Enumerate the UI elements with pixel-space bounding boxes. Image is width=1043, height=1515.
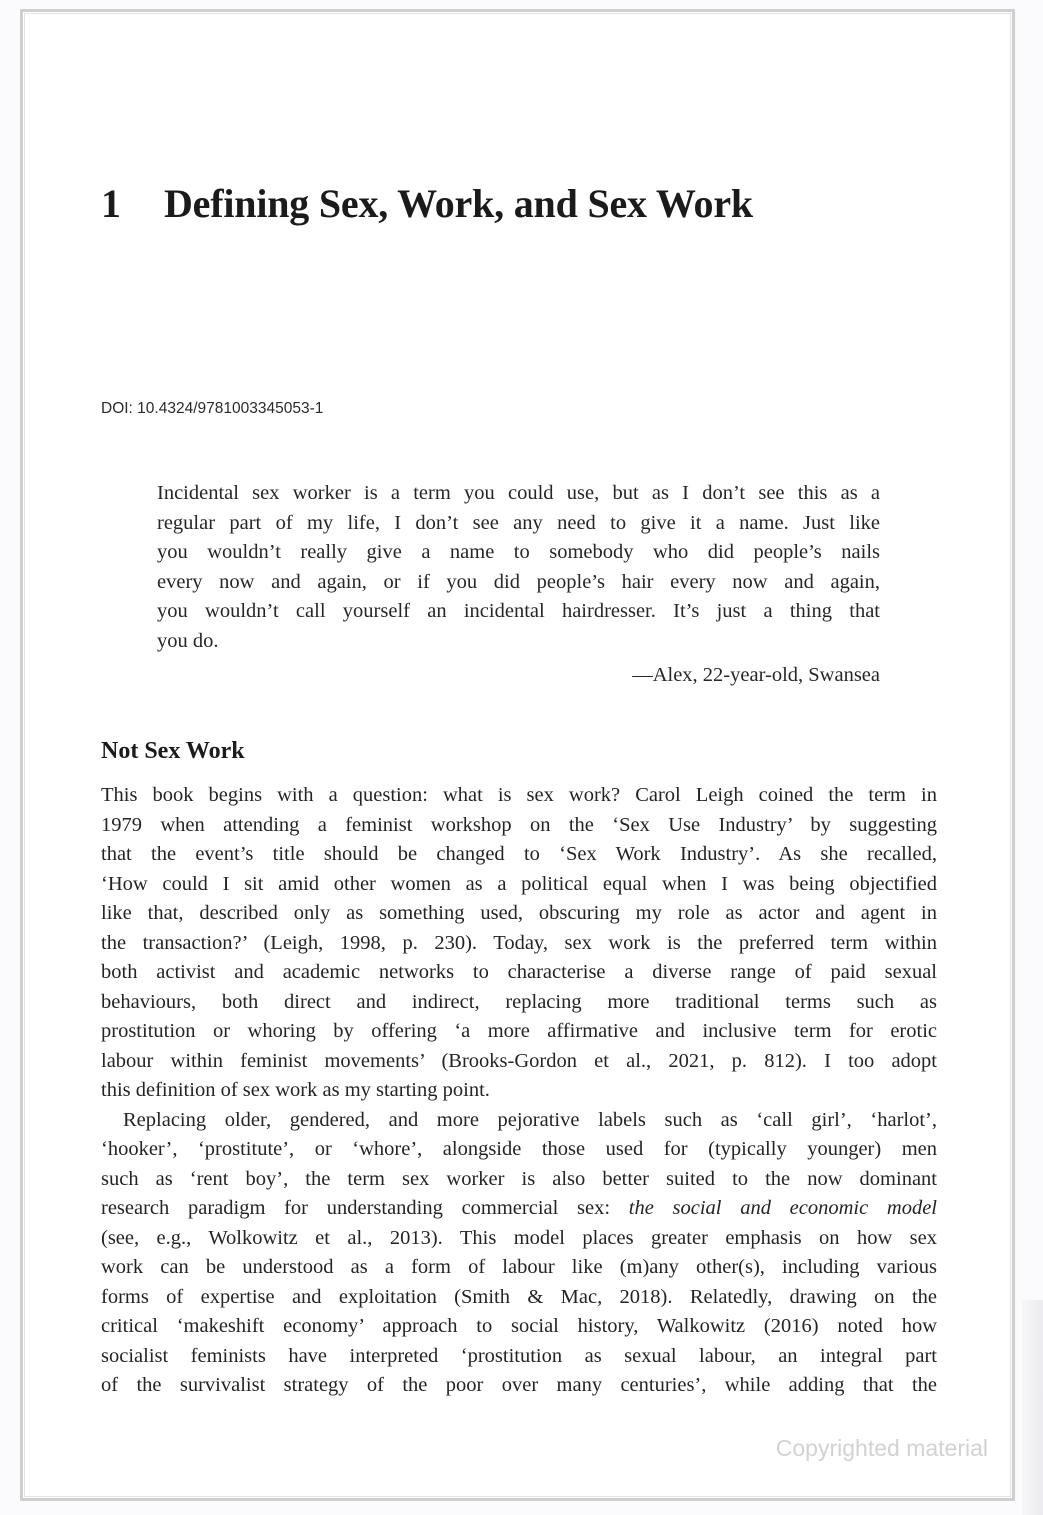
body-line: the transaction?’ (Leigh, 1998, p. 230). Today, sex work is the preferred term within <box>101 931 937 954</box>
body-text <box>101 781 937 1401</box>
body-line: prostitution or whoring by offering ‘a more affirmative and inclusive term for erotic <box>101 1020 937 1042</box>
body-line: ‘How could I sit amid other women as a political equal when I was being objectified <box>101 872 937 895</box>
body-line: This book begins with a question: what is sex work? Carol Leigh coined the term in <box>101 784 937 806</box>
body-line: forms of expertise and exploitation (Smith & Mac, 2018). Relatedly, drawing on the <box>101 1285 937 1308</box>
body-line: 1979 when attending a feminist workshop on the ‘Sex Use Industry’ by suggesting <box>101 813 937 836</box>
body-line: that the event’s title should be changed to ‘Sex Work Industry’. As she recalled, <box>101 843 937 865</box>
epigraph-attribution: —Alex, 22-year-old, Swansea <box>632 664 880 686</box>
epigraph-line: you wouldn’t really give a name to somebody who did people’s nails <box>157 541 880 563</box>
copyright-watermark: Copyrighted material <box>775 1435 988 1461</box>
body-line: work can be understood as a form of labour like (m)any other(s), including various <box>101 1256 937 1278</box>
section-heading: Not Sex Work <box>101 738 245 764</box>
chapter-number: 1 <box>101 181 121 226</box>
body-line: of the survivalist strategy of the poor over many centuries’, while adding that the <box>101 1374 937 1396</box>
body-line: (see, e.g., Wolkowitz et al., 2013). This model places greater emphasis on how sex <box>101 1226 937 1249</box>
body-line: ‘hooker’, ‘prostitute’, or ‘whore’, alongside those used for (typically younger) men <box>101 1138 937 1160</box>
italic-phrase: the social and economic model <box>628 1197 937 1219</box>
body-line: such as ‘rent boy’, the term sex worker is also better suited to the now dominant <box>101 1167 937 1190</box>
epigraph-line: regular part of my life, I don’t see any need to give it a name. Just like <box>157 511 880 534</box>
paragraph-1 <box>101 781 937 1106</box>
chapter-title: Defining Sex, Work, and Sex Work <box>164 181 753 226</box>
body-line-text: research paradigm for understanding commercial sex: <box>101 1197 611 1219</box>
body-line: both activist and academic networks to characterise a diverse range of paid sexual <box>101 961 937 983</box>
doi-text: DOI: 10.4324/9781003345053-1 <box>101 400 324 417</box>
epigraph-line: you do. <box>157 629 219 652</box>
body-line: this definition of sex work as my starting point. <box>101 1079 490 1101</box>
body-line: Replacing older, gendered, and more pejorative labels such as ‘call girl’, ‘harlot’, <box>123 1108 937 1131</box>
body-line: labour within feminist movements’ (Brooks-Gordon et al., 2021, p. 812). I too adopt <box>101 1049 937 1072</box>
body-line: socialist feminists have interpreted ‘prostitution as sexual labour, an integral part <box>101 1344 937 1367</box>
epigraph <box>157 479 880 656</box>
body-line <box>101 1194 937 1224</box>
chapter-heading <box>101 180 753 228</box>
epigraph-line: you wouldn’t call yourself an incidental hairdresser. It’s just a thing that <box>157 600 880 622</box>
epigraph-line: Incidental sex worker is a term you could use, but as I don’t see this as a <box>157 482 880 504</box>
body-line: critical ‘makeshift economy’ approach to social history, Walkowitz (2016) noted how <box>101 1315 937 1337</box>
paragraph-2 <box>101 1106 937 1401</box>
epigraph-line: every now and again, or if you did people’s hair every now and again, <box>157 570 880 593</box>
body-line: like that, described only as something used, obscuring my role as actor and agent in <box>101 902 937 924</box>
body-line: behaviours, both direct and indirect, replacing more traditional terms such as <box>101 990 937 1013</box>
scroll-shadow <box>1022 1300 1043 1515</box>
